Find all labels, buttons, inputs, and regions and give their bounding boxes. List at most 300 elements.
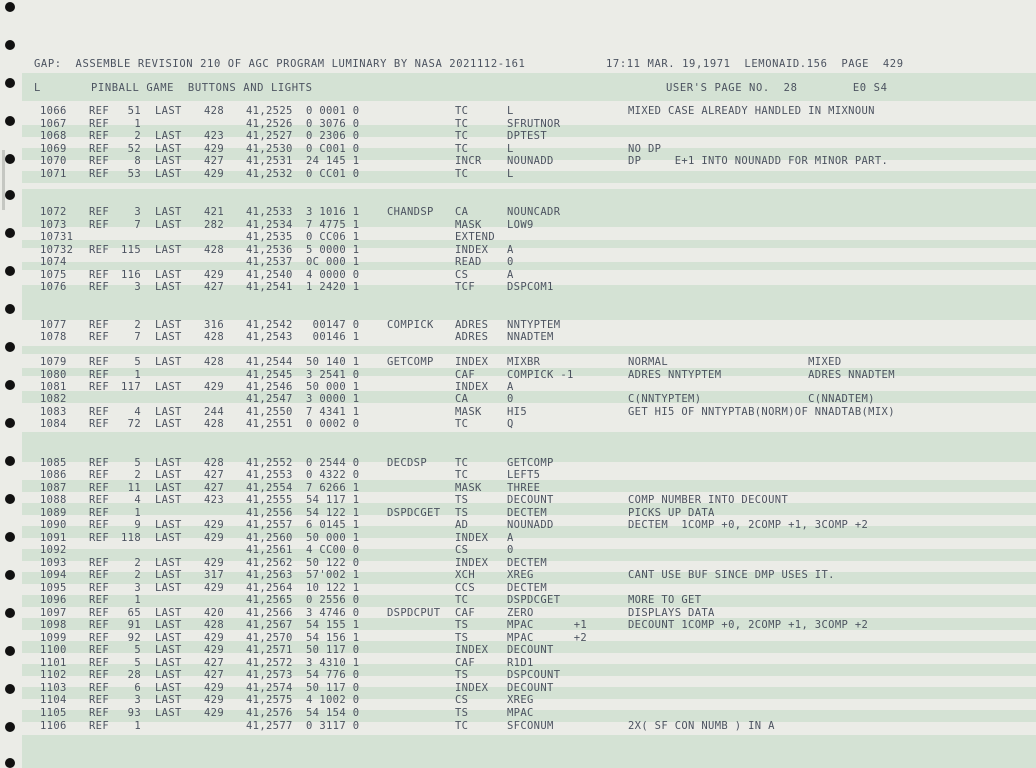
ref-label: REF — [89, 657, 110, 669]
ref-count: 3 — [134, 694, 141, 706]
comment: PICKS UP DATA — [628, 507, 715, 519]
ref-count: 115 — [120, 244, 141, 256]
octal-code: 0 2306 0 — [306, 130, 360, 142]
comment: DISPLAYS DATA — [628, 607, 715, 619]
ref-label: REF — [89, 507, 110, 519]
line-number: 1100 — [40, 644, 67, 656]
operand: LEFT5 — [507, 469, 541, 481]
ref-label: REF — [89, 206, 110, 218]
operand: COMPICK -1 — [507, 369, 574, 381]
last-page: 244 — [203, 406, 224, 418]
ref-count: 53 — [127, 168, 141, 180]
last-label: LAST — [155, 607, 182, 619]
address: 41,2577 — [246, 720, 293, 732]
ref-label: REF — [89, 644, 110, 656]
address: 41,2563 — [246, 569, 293, 581]
operand: A — [507, 244, 514, 256]
operand: 0 — [507, 544, 514, 556]
last-label: LAST — [155, 569, 182, 581]
octal-code: 0 0002 0 — [306, 418, 360, 430]
last-page: 429 — [203, 381, 224, 393]
address: 41,2544 — [246, 356, 293, 368]
address: 41,2532 — [246, 168, 293, 180]
line-number: 1087 — [40, 482, 67, 494]
address: 41,2573 — [246, 669, 293, 681]
last-label: LAST — [155, 482, 182, 494]
last-page: 429 — [203, 519, 224, 531]
line-number: 1081 — [40, 381, 67, 393]
last-page: 282 — [203, 219, 224, 231]
ref-label: REF — [89, 219, 110, 231]
octal-code: 10 122 1 — [306, 582, 360, 594]
last-page: 429 — [203, 694, 224, 706]
ref-label: REF — [89, 105, 110, 117]
address: 41,2553 — [246, 469, 293, 481]
last-label: LAST — [155, 381, 182, 393]
opcode: INDEX — [455, 532, 489, 544]
comment: 2X( SF CON NUMB ) IN A — [628, 720, 775, 732]
address: 41,2536 — [246, 244, 293, 256]
last-label: LAST — [155, 694, 182, 706]
octal-code: 54 156 1 — [306, 632, 360, 644]
opcode: TC — [455, 143, 469, 155]
feed-hole — [5, 154, 15, 164]
address: 41,2556 — [246, 507, 293, 519]
feed-hole — [5, 532, 15, 542]
ref-label: REF — [89, 619, 110, 631]
ref-label: REF — [89, 469, 110, 481]
address: 41,2525 — [246, 105, 293, 117]
operand: NOUNADD — [507, 155, 554, 167]
opcode: INDEX — [455, 356, 489, 368]
address: 41,2555 — [246, 494, 293, 506]
last-label: LAST — [155, 657, 182, 669]
operand: NNADTEM — [507, 331, 554, 343]
last-page: 428 — [203, 244, 224, 256]
ref-label: REF — [89, 331, 110, 343]
operand: 0 — [507, 256, 514, 268]
address: 41,2540 — [246, 269, 293, 281]
operand: NNTYPTEM — [507, 319, 561, 331]
line-number: 1070 — [40, 155, 67, 167]
opcode: TC — [455, 594, 469, 606]
feed-hole — [5, 570, 15, 580]
operand: DPTEST — [507, 130, 548, 142]
address: 41,2554 — [246, 482, 293, 494]
line-number: 1080 — [40, 369, 67, 381]
operand: L — [507, 105, 514, 117]
ref-count: 1 — [134, 594, 141, 606]
octal-code: 4 0000 0 — [306, 269, 360, 281]
last-label: LAST — [155, 356, 182, 368]
address: 41,2530 — [246, 143, 293, 155]
last-label: LAST — [155, 532, 182, 544]
feed-hole — [5, 78, 15, 88]
line-number: 1094 — [40, 569, 67, 581]
octal-code: 50 140 1 — [306, 356, 360, 368]
ref-label: REF — [89, 155, 110, 167]
line-number: 1101 — [40, 657, 67, 669]
ref-label: REF — [89, 707, 110, 719]
line-number: 1068 — [40, 130, 67, 142]
opcode: TS — [455, 507, 469, 519]
ref-count: 5 — [134, 644, 141, 656]
ref-count: 5 — [134, 356, 141, 368]
line-number: 1079 — [40, 356, 67, 368]
operand: NOUNADD — [507, 519, 554, 531]
opcode: TC — [455, 105, 469, 117]
octal-code: 7 4775 1 — [306, 219, 360, 231]
octal-code: 50 122 0 — [306, 557, 360, 569]
address: 41,2541 — [246, 281, 293, 293]
line-number: 1069 — [40, 143, 67, 155]
ref-count: 2 — [134, 319, 141, 331]
operand: GETCOMP — [507, 457, 554, 469]
line-number: 1085 — [40, 457, 67, 469]
opcode: INDEX — [455, 381, 489, 393]
address: 41,2565 — [246, 594, 293, 606]
operand: DSPDCGET — [507, 594, 561, 606]
ref-label: REF — [89, 607, 110, 619]
opcode: CA — [455, 206, 469, 218]
last-page: 429 — [203, 557, 224, 569]
line-number: 1083 — [40, 406, 67, 418]
octal-code: 00146 1 — [306, 331, 360, 343]
last-label: LAST — [155, 418, 182, 430]
last-label: LAST — [155, 331, 182, 343]
last-page: 429 — [203, 682, 224, 694]
operand: SFCONUM — [507, 720, 554, 732]
ref-count: 3 — [134, 281, 141, 293]
address: 41,2575 — [246, 694, 293, 706]
last-page: 429 — [203, 644, 224, 656]
ref-label: REF — [89, 369, 110, 381]
address: 41,2543 — [246, 331, 293, 343]
greenbar-band — [22, 346, 1036, 354]
users-page-number: USER'S PAGE NO. 28 E0 S4 — [666, 82, 888, 94]
ref-count: 11 — [127, 482, 141, 494]
symbol-label: DSPDCPUT — [387, 607, 441, 619]
ref-label: REF — [89, 682, 110, 694]
comment: MIXED CASE ALREADY HANDLED IN MIXNOUN — [628, 105, 875, 117]
address: 41,2576 — [246, 707, 293, 719]
section-title: PINBALL GAME BUTTONS AND LIGHTS — [91, 82, 313, 94]
last-page: 428 — [203, 331, 224, 343]
line-number: 1074 — [40, 256, 67, 268]
octal-code: 54 117 1 — [306, 494, 360, 506]
feed-hole — [5, 190, 15, 200]
feed-hole — [5, 266, 15, 276]
ref-label: REF — [89, 594, 110, 606]
line-number: 1105 — [40, 707, 67, 719]
operand: 0 — [507, 393, 514, 405]
octal-code: 50 000 1 — [306, 532, 360, 544]
opcode: CCS — [455, 582, 476, 594]
octal-code: 6 0145 1 — [306, 519, 360, 531]
line-number: 10732 — [40, 244, 74, 256]
last-page: 428 — [203, 457, 224, 469]
operand: MPAC +1 — [507, 619, 588, 631]
octal-code: 0 0001 0 — [306, 105, 360, 117]
opcode: MASK — [455, 406, 482, 418]
ref-count: 2 — [134, 130, 141, 142]
octal-code: 4 CC00 0 — [306, 544, 360, 556]
line-number: 1076 — [40, 281, 67, 293]
last-page: 429 — [203, 707, 224, 719]
last-page: 428 — [203, 619, 224, 631]
octal-code: 4 1002 0 — [306, 694, 360, 706]
line-number: 10731 — [40, 231, 74, 243]
line-number: 1093 — [40, 557, 67, 569]
ref-label: REF — [89, 582, 110, 594]
operand: DECTEM — [507, 582, 548, 594]
feed-hole — [5, 758, 15, 768]
address: 41,2534 — [246, 219, 293, 231]
last-page: 428 — [203, 356, 224, 368]
last-label: LAST — [155, 168, 182, 180]
address: 41,2535 — [246, 231, 293, 243]
opcode: TC — [455, 457, 469, 469]
octal-code: 54 122 1 — [306, 507, 360, 519]
operand: HI5 — [507, 406, 528, 418]
address: 41,2566 — [246, 607, 293, 619]
last-page: 429 — [203, 168, 224, 180]
line-number: 1103 — [40, 682, 67, 694]
opcode: TC — [455, 720, 469, 732]
comment: GET HI5 OF NNTYPTAB(NORM)OF NNADTAB(MIX) — [628, 406, 895, 418]
last-page: 429 — [203, 532, 224, 544]
octal-code: 0 C001 0 — [306, 143, 360, 155]
opcode: CS — [455, 694, 469, 706]
ref-label: REF — [89, 406, 110, 418]
ref-count: 92 — [127, 632, 141, 644]
symbol-label: DSPDCGET — [387, 507, 441, 519]
operand: DECOUNT — [507, 494, 554, 506]
opcode: TS — [455, 494, 469, 506]
opcode: INDEX — [455, 682, 489, 694]
last-label: LAST — [155, 519, 182, 531]
opcode: CAF — [455, 369, 476, 381]
opcode: TS — [455, 632, 469, 644]
opcode: MASK — [455, 482, 482, 494]
operand: MPAC +2 — [507, 632, 588, 644]
octal-code: 3 1016 1 — [306, 206, 360, 218]
last-label: LAST — [155, 155, 182, 167]
symbol-label: CHANDSP — [387, 206, 434, 218]
feed-hole — [5, 304, 15, 314]
operand: DECTEM — [507, 557, 548, 569]
comment: NORMAL MIXED — [628, 356, 842, 368]
ref-label: REF — [89, 418, 110, 430]
comment: DP E+1 INTO NOUNADD FOR MINOR PART. — [628, 155, 889, 167]
octal-code: 54 776 0 — [306, 669, 360, 681]
operand: DSPCOUNT — [507, 669, 561, 681]
octal-code: 24 145 1 — [306, 155, 360, 167]
ref-label: REF — [89, 143, 110, 155]
ref-label: REF — [89, 381, 110, 393]
line-number: 1082 — [40, 393, 67, 405]
address: 41,2567 — [246, 619, 293, 631]
address: 41,2570 — [246, 632, 293, 644]
last-page: 427 — [203, 657, 224, 669]
ref-count: 1 — [134, 507, 141, 519]
octal-code: 00147 0 — [306, 319, 360, 331]
comment: MORE TO GET — [628, 594, 702, 606]
last-label: LAST — [155, 319, 182, 331]
last-label: LAST — [155, 669, 182, 681]
ref-count: 9 — [134, 519, 141, 531]
address: 41,2572 — [246, 657, 293, 669]
ref-count: 91 — [127, 619, 141, 631]
ref-count: 6 — [134, 682, 141, 694]
comment: CANT USE BUF SINCE DMP USES IT. — [628, 569, 835, 581]
octal-code: 0 3076 0 — [306, 118, 360, 130]
ref-count: 7 — [134, 219, 141, 231]
comment: COMP NUMBER INTO DECOUNT — [628, 494, 789, 506]
last-label: LAST — [155, 707, 182, 719]
address: 41,2546 — [246, 381, 293, 393]
opcode: XCH — [455, 569, 476, 581]
opcode: TS — [455, 669, 469, 681]
feed-hole — [5, 228, 15, 238]
opcode: READ — [455, 256, 482, 268]
address: 41,2542 — [246, 319, 293, 331]
address: 41,2571 — [246, 644, 293, 656]
opcode: INDEX — [455, 244, 489, 256]
operand: DECOUNT — [507, 682, 554, 694]
octal-code: 54 154 0 — [306, 707, 360, 719]
last-label: LAST — [155, 644, 182, 656]
last-label: LAST — [155, 469, 182, 481]
opcode: INDEX — [455, 644, 489, 656]
operand: A — [507, 269, 514, 281]
octal-code: 7 6266 1 — [306, 482, 360, 494]
operand: MIXBR — [507, 356, 541, 368]
octal-code: 3 0000 1 — [306, 393, 360, 405]
ref-label: REF — [89, 519, 110, 531]
line-number: 1084 — [40, 418, 67, 430]
octal-code: 3 2541 0 — [306, 369, 360, 381]
feed-hole — [5, 418, 15, 428]
opcode: CS — [455, 269, 469, 281]
last-label: LAST — [155, 582, 182, 594]
address: 41,2545 — [246, 369, 293, 381]
opcode: TC — [455, 418, 469, 430]
address: 41,2547 — [246, 393, 293, 405]
operand: L — [507, 168, 514, 180]
octal-code: 0 3117 0 — [306, 720, 360, 732]
line-number: 1091 — [40, 532, 67, 544]
ref-count: 2 — [134, 569, 141, 581]
line-number: 1072 — [40, 206, 67, 218]
last-label: LAST — [155, 244, 182, 256]
last-label: LAST — [155, 105, 182, 117]
octal-code: 50 000 1 — [306, 381, 360, 393]
opcode: INDEX — [455, 557, 489, 569]
line-number: 1067 — [40, 118, 67, 130]
ref-label: REF — [89, 244, 110, 256]
last-page: 427 — [203, 669, 224, 681]
last-page: 428 — [203, 105, 224, 117]
address: 41,2551 — [246, 418, 293, 430]
ref-label: REF — [89, 457, 110, 469]
feed-hole — [5, 456, 15, 466]
ref-label: REF — [89, 569, 110, 581]
greenbar-band — [22, 97, 1036, 101]
operand: A — [507, 381, 514, 393]
operand: SFRUTNOR — [507, 118, 561, 130]
ref-label: REF — [89, 118, 110, 130]
opcode: AD — [455, 519, 469, 531]
last-label: LAST — [155, 206, 182, 218]
greenbar-band — [22, 735, 1036, 768]
operand: MPAC — [507, 707, 534, 719]
ref-count: 4 — [134, 494, 141, 506]
operand: THREE — [507, 482, 541, 494]
line-number: 1075 — [40, 269, 67, 281]
last-label: LAST — [155, 219, 182, 231]
last-label: LAST — [155, 682, 182, 694]
line-number: 1066 — [40, 105, 67, 117]
operand: ZERO — [507, 607, 534, 619]
octal-code: 3 4746 0 — [306, 607, 360, 619]
ref-count: 52 — [127, 143, 141, 155]
ref-label: REF — [89, 168, 110, 180]
symbol-label: COMPICK — [387, 319, 434, 331]
operand: XREG — [507, 569, 534, 581]
last-page: 420 — [203, 607, 224, 619]
ref-label: REF — [89, 557, 110, 569]
feed-hole — [5, 2, 15, 12]
line-number: 1099 — [40, 632, 67, 644]
feed-hole — [5, 722, 15, 732]
octal-code: 0 2544 0 — [306, 457, 360, 469]
ref-count: 3 — [134, 206, 141, 218]
opcode: CA — [455, 393, 469, 405]
comment: C(NNTYPTEM) C(NNADTEM) — [628, 393, 875, 405]
last-label: LAST — [155, 457, 182, 469]
octal-code: 50 117 0 — [306, 644, 360, 656]
ref-label: REF — [89, 130, 110, 142]
opcode: EXTEND — [455, 231, 496, 243]
opcode: CAF — [455, 657, 476, 669]
last-page: 421 — [203, 206, 224, 218]
feed-hole — [5, 608, 15, 618]
operand: NOUNCADR — [507, 206, 561, 218]
octal-code: 0 CC06 1 — [306, 231, 360, 243]
ref-count: 65 — [127, 607, 141, 619]
ref-count: 118 — [120, 532, 141, 544]
line-number: 1104 — [40, 694, 67, 706]
address: 41,2564 — [246, 582, 293, 594]
octal-code: 0C 000 1 — [306, 256, 360, 268]
address: 41,2533 — [246, 206, 293, 218]
feed-hole — [5, 380, 15, 390]
ref-count: 1 — [134, 118, 141, 130]
comment: DECOUNT 1COMP +0, 2COMP +1, 3COMP +2 — [628, 619, 869, 631]
ref-count: 5 — [134, 457, 141, 469]
line-number: 1096 — [40, 594, 67, 606]
comment: DECTEM 1COMP +0, 2COMP +1, 3COMP +2 — [628, 519, 869, 531]
line-number: 1106 — [40, 720, 67, 732]
operand: R1D1 — [507, 657, 534, 669]
address: 41,2531 — [246, 155, 293, 167]
line-number: 1092 — [40, 544, 67, 556]
opcode: TC — [455, 130, 469, 142]
ref-count: 1 — [134, 720, 141, 732]
page-header: GAP: ASSEMBLE REVISION 210 OF AGC PROGRAM LUMINARY BY NASA 2021112-161 — [34, 58, 526, 70]
ref-label: REF — [89, 281, 110, 293]
